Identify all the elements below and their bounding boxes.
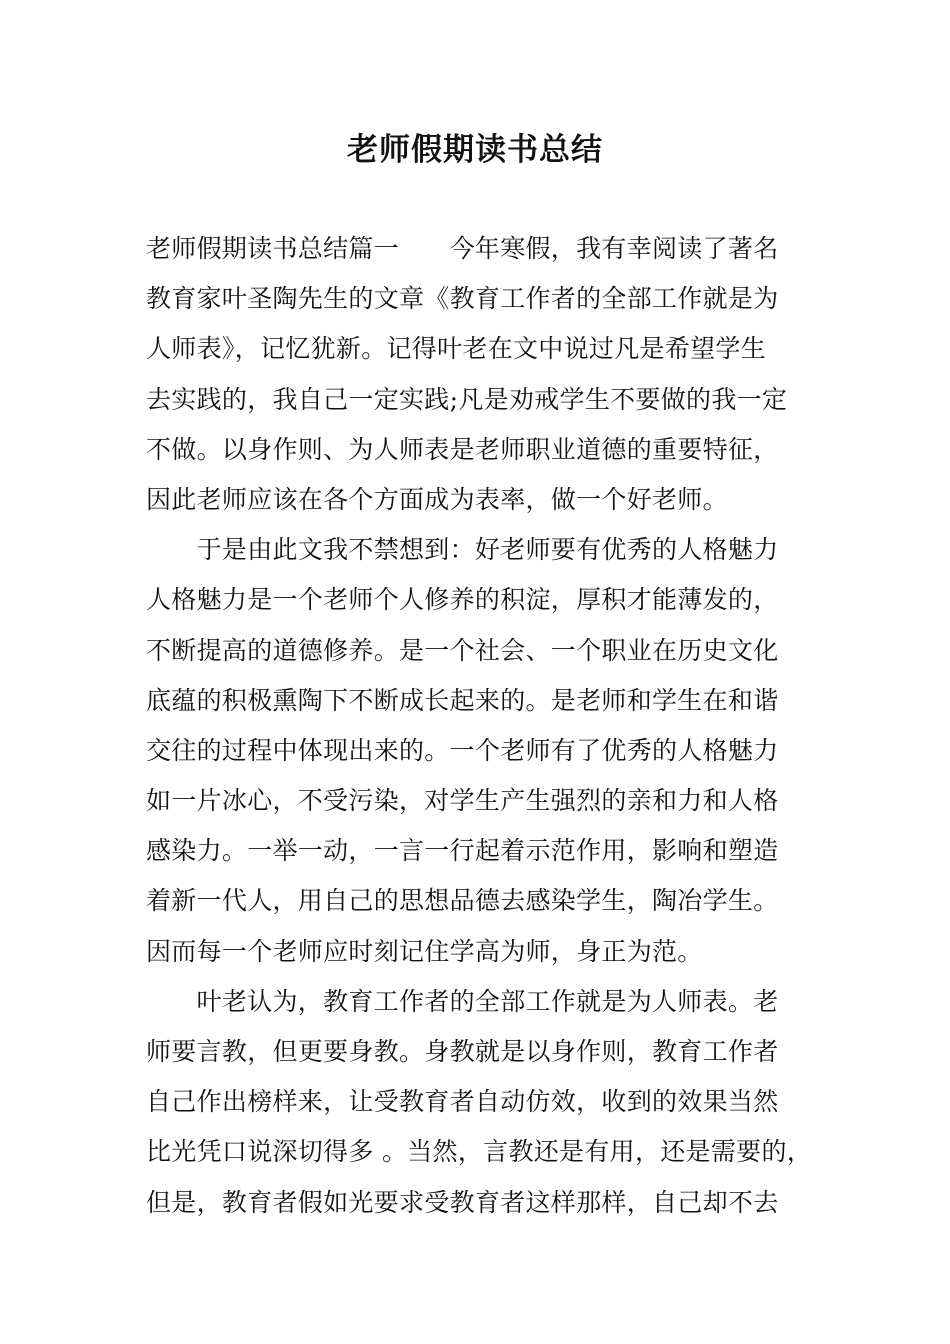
text-line: 去实践的，我自己一定实践;凡是劝戒学生不要做的我一定 xyxy=(146,384,788,414)
text-line: 不做。以身作则、为人师表是老师职业道德的重要特征， xyxy=(146,434,779,464)
text-line: 师要言教，但更要身教。身教就是以身作则，教育工作者 xyxy=(146,1037,779,1066)
text-line: 如一片冰心，不受污染，对学生产生强烈的亲和力和人格 xyxy=(146,786,779,816)
page-title: 老师假期读书总结 xyxy=(347,132,603,168)
text-line: 底蕴的积极熏陶下不断成长起来的。是老师和学生在和谐 xyxy=(146,685,779,715)
text-line: 不断提高的道德修养。是一个社会、一个职业在历史文化 xyxy=(146,635,779,665)
text-line: 因而每一个老师应时刻记住学高为师，身正为范。 xyxy=(146,936,703,966)
text-line: 感染力。一举一动，一言一行起着示范作用，影响和塑造 xyxy=(146,836,779,866)
text-line: 但是，教育者假如光要求受教育者这样那样，自己却不去 xyxy=(146,1187,779,1217)
body-text xyxy=(146,229,846,1233)
text-line: 着新一代人，用自己的思想品德去感染学生，陶冶学生。 xyxy=(146,886,779,916)
text-line: 自己作出榜样来，让受教育者自动仿效，收到的效果当然 xyxy=(146,1087,779,1117)
text-line: 人师表》，记忆犹新。记得叶老在文中说过凡是希望学生 xyxy=(146,334,767,364)
text-line: 因此老师应该在各个方面成为表率，做一个好老师。 xyxy=(146,484,728,514)
text-line: 教育家叶圣陶先生的文章《教育工作者的全部工作就是为 xyxy=(146,284,779,314)
text-line: 老师假期读书总结篇一 今年寒假，我有幸阅读了著名 xyxy=(146,234,779,263)
text-line: 叶老认为，教育工作者的全部工作就是为人师表。老 xyxy=(146,986,779,1016)
text-line: 交往的过程中体现出来的。一个老师有了优秀的人格魅力 xyxy=(146,735,779,765)
text-line: 比光凭口说深切得多 。当然，言教还是有用，还是需要的， xyxy=(146,1137,813,1167)
text-line: 人格魅力是一个老师个人修养的积淀，厚积才能薄发的， xyxy=(146,585,779,615)
text-line: 于是由此文我不禁想到：好老师要有优秀的人格魅力 xyxy=(146,535,779,565)
